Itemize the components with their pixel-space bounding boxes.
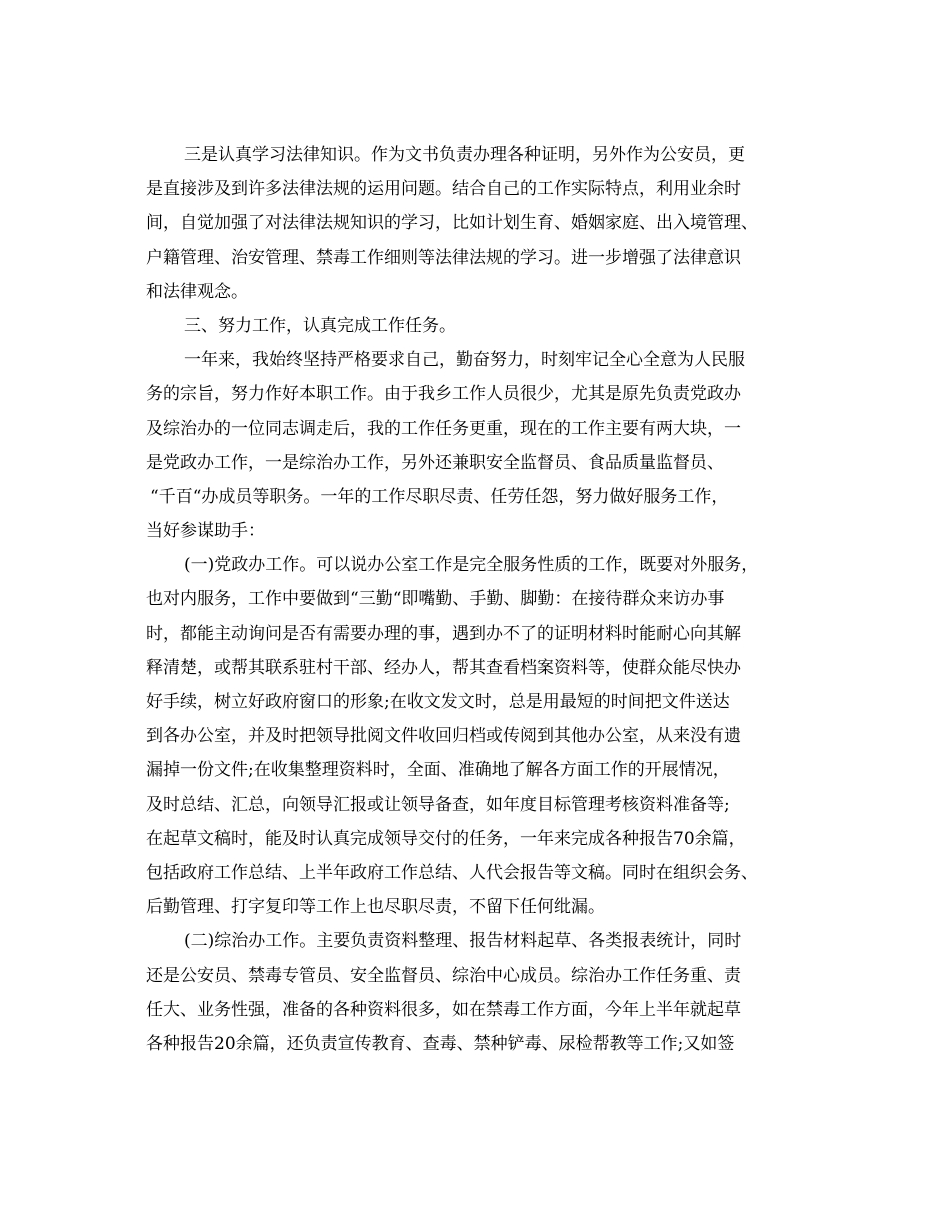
text-line: 漏掉一份文件;在收集整理资料时，全面、准确地了解各方面工作的开展情况， — [146, 760, 730, 781]
text-line: 是党政办工作，一是综治办工作，另外还兼职安全监督员、食品质量监督员、 — [146, 452, 724, 473]
text-line: 后勤管理、打字复印等工作上也尽职尽责，不留下任何纰漏。 — [146, 897, 605, 918]
text-line: 当好参谋助手： — [146, 521, 265, 542]
text-line: (二)综治办工作。主要负责资料整理、报告材料起草、各类报表统计，同时 — [184, 931, 742, 952]
text-line: 和法律观念。 — [146, 281, 248, 302]
text-line: 任大、业务性强，准备的各种资料很多，如在禁毒工作方面，今年上半年就起草 — [146, 999, 741, 1020]
text-line: 到各办公室，并及时把领导批阅文件收回归档或传阅到其他办公室，从来没有遗 — [146, 726, 741, 747]
document-body — [146, 138, 826, 1061]
text-line: 户籍管理、治安管理、禁毒工作细则等法律法规的学习。进一步增强了法律意识 — [146, 247, 741, 268]
text-line: 好手续，树立好政府窗口的形象;在收文发文时，总是用最短的时间把文件送达 — [146, 692, 730, 712]
text-line: 在起草文稿时，能及时认真完成领导交付的任务，一年来完成各种报告70余篇， — [146, 828, 746, 849]
text-line: 包括政府工作总结、上半年政府工作总结、人代会报告等文稿。同时在组织会务、 — [146, 862, 758, 883]
text-line: 务的宗旨，努力作好本职工作。由于我乡工作人员很少，尤其是原先负责党政办 — [146, 384, 741, 405]
text-line: 是直接涉及到许多法律法规的运用问题。结合自己的工作实际特点，利用业余时 — [146, 179, 741, 200]
text-line: 释清楚，或帮其联系驻村干部、经办人，帮其查看档案资料等，使群众能尽快办 — [146, 657, 741, 678]
text-line: 一年来，我始终坚持严格要求自己，勤奋努力，时刻牢记全心全意为人民服 — [184, 350, 745, 371]
text-line: 及时总结、汇总，向领导汇报或让领导备查，如年度目标管理考核资料准备等; — [146, 794, 730, 815]
text-line: 时，都能主动询问是否有需要办理的事，遇到办不了的证明材料时能耐心向其解 — [146, 623, 741, 644]
text-line: “千百“办成员等职务。一年的工作尽职尽责、任劳任怨，努力做好服务工作， — [150, 486, 729, 507]
text-line: (一)党政办工作。可以说办公室工作是完全服务性质的工作，既要对外服务， — [184, 555, 759, 576]
text-line: 间，自觉加强了对法律法规知识的学习，比如计划生育、婚姻家庭、出入境管理、 — [146, 213, 758, 234]
text-line: 及综治办的一位同志调走后，我的工作任务更重，现在的工作主要有两大块，一 — [146, 418, 741, 439]
text-line: 还是公安员、禁毒专管员、安全监督员、综治中心成员。综治办工作任务重、责 — [146, 965, 741, 986]
text-line: 各种报告20余篇，还负责宣传教育、查毒、禁种铲毒、尿检帮教等工作;又如签 — [146, 1033, 735, 1054]
section-heading: 三、努力工作，认真完成工作任务。 — [184, 315, 456, 336]
text-line: 也对内服务，工作中要做到“三勤“即嘴勤、手勤、脚勤：在接待群众来访办事 — [146, 589, 725, 610]
text-line: 三是认真学习法律知识。作为文书负责办理各种证明，另外作为公安员，更 — [184, 145, 745, 165]
